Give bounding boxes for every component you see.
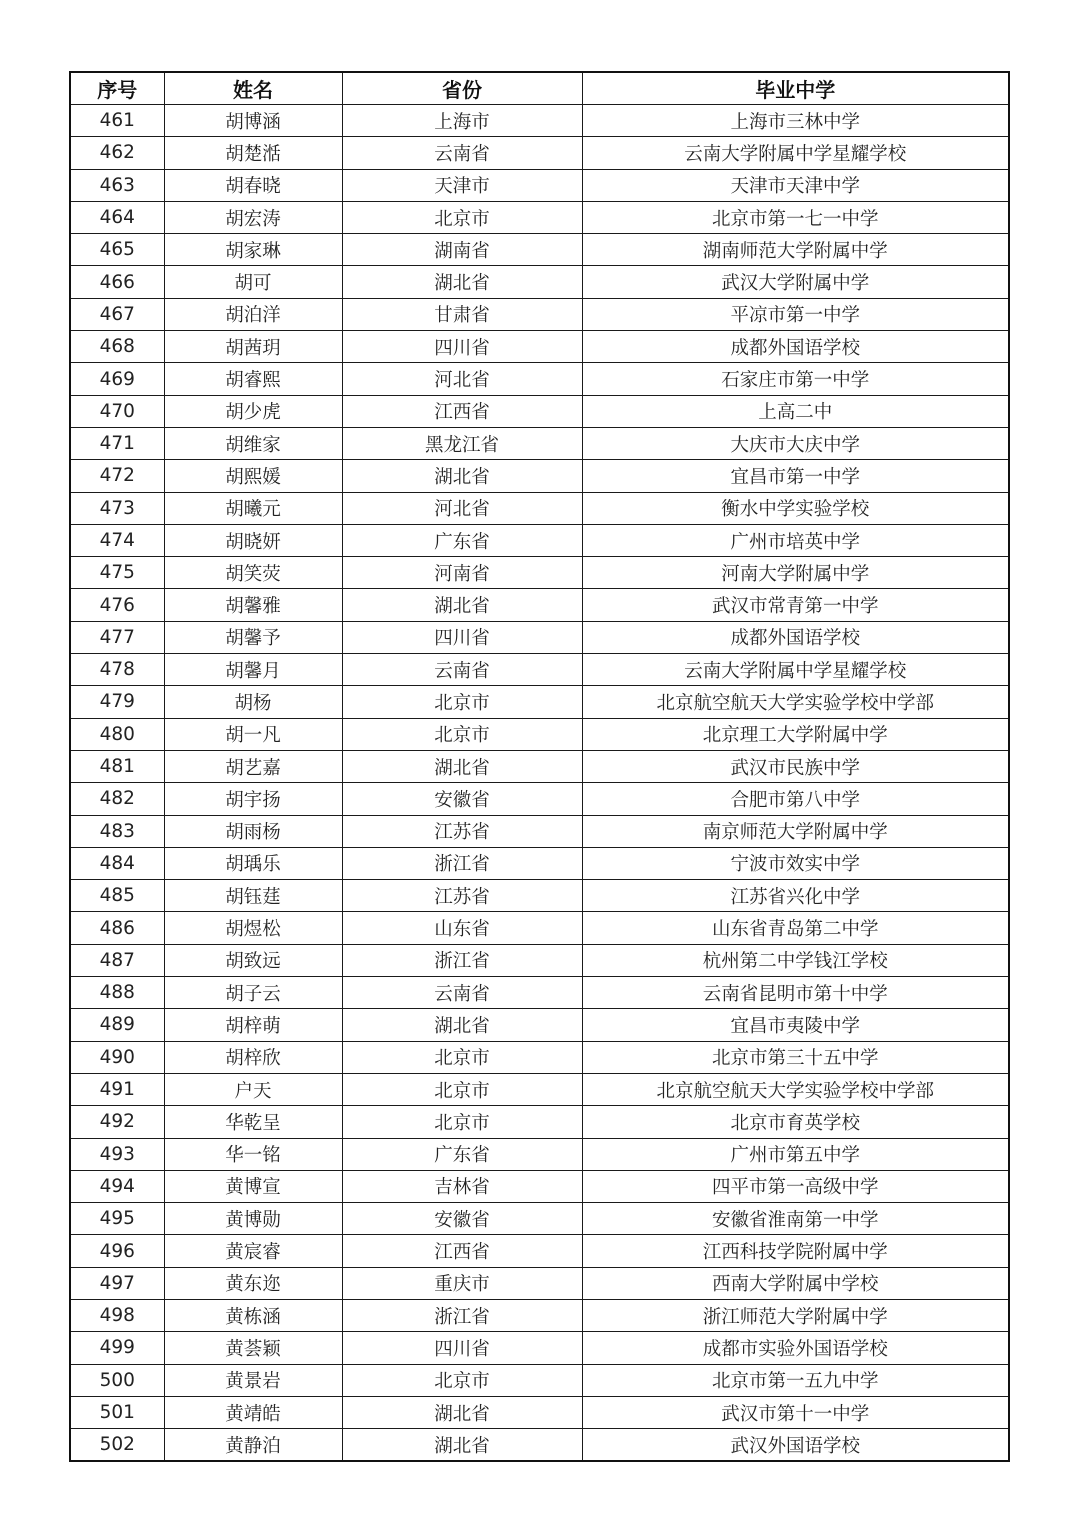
table-row (70, 137, 1009, 169)
cell-province: 广东省 (342, 524, 582, 556)
cell-province: 江苏省 (342, 880, 582, 912)
table-row (70, 1073, 1009, 1105)
cell-name: 胡子云 (164, 977, 342, 1009)
cell-province: 湖北省 (342, 750, 582, 782)
cell-number: 464 (70, 201, 164, 233)
cell-name: 黄栋涵 (164, 1299, 342, 1331)
cell-province: 湖北省 (342, 589, 582, 621)
cell-school: 平凉市第一中学 (582, 298, 1009, 330)
table-row (70, 977, 1009, 1009)
table-row (70, 1364, 1009, 1396)
cell-number: 501 (70, 1396, 164, 1428)
cell-school: 西南大学附属中学校 (582, 1267, 1009, 1299)
table-row (70, 1106, 1009, 1138)
cell-name: 黄荟颖 (164, 1332, 342, 1364)
cell-school: 江西科技学院附属中学 (582, 1235, 1009, 1267)
table-row (70, 880, 1009, 912)
cell-number: 477 (70, 621, 164, 653)
cell-province: 上海市 (342, 105, 582, 137)
cell-province: 广东省 (342, 1138, 582, 1170)
cell-school: 北京理工大学附属中学 (582, 718, 1009, 750)
cell-school: 大庆市大庆中学 (582, 427, 1009, 459)
cell-number: 488 (70, 977, 164, 1009)
cell-number: 466 (70, 266, 164, 298)
cell-school: 江苏省兴化中学 (582, 880, 1009, 912)
table-row (70, 621, 1009, 653)
cell-name: 胡杨 (164, 686, 342, 718)
cell-number: 482 (70, 783, 164, 815)
cell-name: 胡泊洋 (164, 298, 342, 330)
cell-number: 496 (70, 1235, 164, 1267)
cell-number: 473 (70, 492, 164, 524)
roster-table (69, 71, 1010, 1462)
cell-number: 499 (70, 1332, 164, 1364)
cell-name: 华一铭 (164, 1138, 342, 1170)
cell-school: 上海市三林中学 (582, 105, 1009, 137)
cell-province: 吉林省 (342, 1170, 582, 1202)
cell-province: 四川省 (342, 331, 582, 363)
cell-province: 北京市 (342, 1041, 582, 1073)
table-row (70, 1299, 1009, 1331)
cell-number: 465 (70, 234, 164, 266)
cell-province: 黑龙江省 (342, 427, 582, 459)
cell-number: 489 (70, 1009, 164, 1041)
cell-name: 胡致远 (164, 944, 342, 976)
cell-school: 天津市天津中学 (582, 169, 1009, 201)
cell-school: 四平市第一高级中学 (582, 1170, 1009, 1202)
cell-school: 北京市第三十五中学 (582, 1041, 1009, 1073)
cell-name: 胡熙媛 (164, 460, 342, 492)
cell-name: 户天 (164, 1073, 342, 1105)
cell-name: 胡楚湉 (164, 137, 342, 169)
column-header-province: 省份 (342, 72, 582, 105)
cell-name: 黄宸睿 (164, 1235, 342, 1267)
cell-number: 478 (70, 654, 164, 686)
cell-number: 484 (70, 847, 164, 879)
table-row (70, 395, 1009, 427)
cell-number: 495 (70, 1203, 164, 1235)
cell-name: 黄博宣 (164, 1170, 342, 1202)
cell-name: 胡宇扬 (164, 783, 342, 815)
cell-school: 成都市实验外国语学校 (582, 1332, 1009, 1364)
table-row (70, 718, 1009, 750)
table-row (70, 1138, 1009, 1170)
cell-province: 北京市 (342, 1364, 582, 1396)
cell-province: 江西省 (342, 1235, 582, 1267)
cell-school: 云南大学附属中学星耀学校 (582, 654, 1009, 686)
cell-province: 河南省 (342, 557, 582, 589)
cell-school: 武汉外国语学校 (582, 1429, 1009, 1462)
cell-school: 北京市育英学校 (582, 1106, 1009, 1138)
cell-school: 山东省青岛第二中学 (582, 912, 1009, 944)
column-header-number: 序号 (70, 72, 164, 105)
cell-province: 四川省 (342, 621, 582, 653)
cell-province: 北京市 (342, 1106, 582, 1138)
cell-school: 北京航空航天大学实验学校中学部 (582, 1073, 1009, 1105)
cell-province: 湖北省 (342, 1429, 582, 1462)
cell-province: 浙江省 (342, 847, 582, 879)
cell-name: 胡钰莛 (164, 880, 342, 912)
cell-province: 北京市 (342, 686, 582, 718)
cell-school: 北京市第一七一中学 (582, 201, 1009, 233)
cell-school: 广州市培英中学 (582, 524, 1009, 556)
cell-name: 胡茜玥 (164, 331, 342, 363)
cell-number: 475 (70, 557, 164, 589)
cell-number: 492 (70, 1106, 164, 1138)
cell-school: 武汉大学附属中学 (582, 266, 1009, 298)
table-row (70, 460, 1009, 492)
cell-number: 480 (70, 718, 164, 750)
roster-sheet (69, 71, 1008, 1462)
table-row (70, 750, 1009, 782)
cell-number: 493 (70, 1138, 164, 1170)
cell-school: 云南大学附属中学星耀学校 (582, 137, 1009, 169)
table-row (70, 944, 1009, 976)
cell-province: 湖北省 (342, 266, 582, 298)
cell-name: 胡一凡 (164, 718, 342, 750)
cell-number: 497 (70, 1267, 164, 1299)
cell-name: 胡瑀乐 (164, 847, 342, 879)
cell-number: 500 (70, 1364, 164, 1396)
cell-name: 胡馨月 (164, 654, 342, 686)
cell-number: 463 (70, 169, 164, 201)
table-row (70, 783, 1009, 815)
cell-number: 481 (70, 750, 164, 782)
cell-school: 广州市第五中学 (582, 1138, 1009, 1170)
table-row (70, 105, 1009, 137)
cell-name: 黄靖皓 (164, 1396, 342, 1428)
cell-name: 黄博勋 (164, 1203, 342, 1235)
cell-name: 胡曦元 (164, 492, 342, 524)
cell-school: 成都外国语学校 (582, 331, 1009, 363)
cell-name: 黄静泊 (164, 1429, 342, 1462)
cell-province: 云南省 (342, 137, 582, 169)
cell-school: 衡水中学实验学校 (582, 492, 1009, 524)
cell-school: 北京市第一五九中学 (582, 1364, 1009, 1396)
cell-name: 华乾呈 (164, 1106, 342, 1138)
table-row (70, 266, 1009, 298)
cell-name: 黄东迩 (164, 1267, 342, 1299)
cell-name: 胡梓萌 (164, 1009, 342, 1041)
cell-number: 490 (70, 1041, 164, 1073)
table-row (70, 298, 1009, 330)
table-row (70, 427, 1009, 459)
cell-number: 483 (70, 815, 164, 847)
table-row (70, 524, 1009, 556)
cell-name: 胡馨予 (164, 621, 342, 653)
cell-number: 502 (70, 1429, 164, 1462)
table-row (70, 169, 1009, 201)
cell-number: 474 (70, 524, 164, 556)
cell-province: 四川省 (342, 1332, 582, 1364)
table-row (70, 847, 1009, 879)
table-row (70, 1429, 1009, 1462)
cell-number: 467 (70, 298, 164, 330)
cell-school: 南京师范大学附属中学 (582, 815, 1009, 847)
cell-number: 498 (70, 1299, 164, 1331)
cell-name: 胡可 (164, 266, 342, 298)
cell-school: 云南省昆明市第十中学 (582, 977, 1009, 1009)
cell-school: 北京航空航天大学实验学校中学部 (582, 686, 1009, 718)
cell-school: 宜昌市第一中学 (582, 460, 1009, 492)
cell-name: 胡春晓 (164, 169, 342, 201)
table-row (70, 492, 1009, 524)
cell-school: 河南大学附属中学 (582, 557, 1009, 589)
cell-province: 天津市 (342, 169, 582, 201)
cell-number: 462 (70, 137, 164, 169)
cell-province: 湖北省 (342, 1009, 582, 1041)
table-row (70, 589, 1009, 621)
cell-province: 云南省 (342, 977, 582, 1009)
cell-number: 486 (70, 912, 164, 944)
cell-province: 浙江省 (342, 1299, 582, 1331)
table-row (70, 1170, 1009, 1202)
cell-name: 胡家琳 (164, 234, 342, 266)
cell-province: 北京市 (342, 718, 582, 750)
table-row (70, 1009, 1009, 1041)
table-row (70, 1235, 1009, 1267)
table-row (70, 234, 1009, 266)
cell-province: 安徽省 (342, 783, 582, 815)
cell-name: 胡笑荧 (164, 557, 342, 589)
cell-number: 469 (70, 363, 164, 395)
cell-number: 479 (70, 686, 164, 718)
table-row (70, 912, 1009, 944)
roster-body (70, 105, 1009, 1462)
cell-province: 浙江省 (342, 944, 582, 976)
header-row (70, 72, 1009, 105)
cell-name: 胡维家 (164, 427, 342, 459)
column-header-name: 姓名 (164, 72, 342, 105)
cell-name: 胡睿熙 (164, 363, 342, 395)
cell-number: 470 (70, 395, 164, 427)
cell-province: 甘肃省 (342, 298, 582, 330)
cell-number: 471 (70, 427, 164, 459)
cell-name: 胡煜松 (164, 912, 342, 944)
cell-number: 491 (70, 1073, 164, 1105)
cell-school: 安徽省淮南第一中学 (582, 1203, 1009, 1235)
table-row (70, 1041, 1009, 1073)
cell-number: 476 (70, 589, 164, 621)
cell-school: 武汉市常青第一中学 (582, 589, 1009, 621)
cell-number: 485 (70, 880, 164, 912)
cell-province: 湖北省 (342, 1396, 582, 1428)
cell-school: 杭州第二中学钱江学校 (582, 944, 1009, 976)
cell-school: 武汉市第十一中学 (582, 1396, 1009, 1428)
table-row (70, 1267, 1009, 1299)
cell-school: 合肥市第八中学 (582, 783, 1009, 815)
cell-province: 湖北省 (342, 460, 582, 492)
cell-province: 江西省 (342, 395, 582, 427)
cell-name: 胡博涵 (164, 105, 342, 137)
table-row (70, 363, 1009, 395)
table-row (70, 201, 1009, 233)
cell-number: 487 (70, 944, 164, 976)
table-row (70, 1396, 1009, 1428)
cell-name: 胡宏涛 (164, 201, 342, 233)
cell-name: 胡馨雅 (164, 589, 342, 621)
cell-number: 494 (70, 1170, 164, 1202)
table-row (70, 815, 1009, 847)
cell-province: 北京市 (342, 1073, 582, 1105)
cell-province: 江苏省 (342, 815, 582, 847)
cell-school: 石家庄市第一中学 (582, 363, 1009, 395)
cell-number: 468 (70, 331, 164, 363)
cell-province: 河北省 (342, 492, 582, 524)
cell-number: 461 (70, 105, 164, 137)
cell-school: 成都外国语学校 (582, 621, 1009, 653)
cell-school: 上高二中 (582, 395, 1009, 427)
table-row (70, 1332, 1009, 1364)
cell-province: 河北省 (342, 363, 582, 395)
cell-school: 浙江师范大学附属中学 (582, 1299, 1009, 1331)
cell-name: 黄景岩 (164, 1364, 342, 1396)
table-row (70, 1203, 1009, 1235)
cell-name: 胡梓欣 (164, 1041, 342, 1073)
cell-name: 胡少虎 (164, 395, 342, 427)
table-row (70, 686, 1009, 718)
cell-name: 胡晓妍 (164, 524, 342, 556)
cell-province: 北京市 (342, 201, 582, 233)
cell-province: 山东省 (342, 912, 582, 944)
table-row (70, 331, 1009, 363)
cell-province: 安徽省 (342, 1203, 582, 1235)
cell-province: 湖南省 (342, 234, 582, 266)
cell-number: 472 (70, 460, 164, 492)
table-row (70, 654, 1009, 686)
column-header-school: 毕业中学 (582, 72, 1009, 105)
cell-school: 宁波市效实中学 (582, 847, 1009, 879)
table-row (70, 557, 1009, 589)
cell-school: 宜昌市夷陵中学 (582, 1009, 1009, 1041)
cell-name: 胡艺嘉 (164, 750, 342, 782)
cell-school: 武汉市民族中学 (582, 750, 1009, 782)
cell-name: 胡雨杨 (164, 815, 342, 847)
cell-province: 云南省 (342, 654, 582, 686)
cell-province: 重庆市 (342, 1267, 582, 1299)
cell-school: 湖南师范大学附属中学 (582, 234, 1009, 266)
